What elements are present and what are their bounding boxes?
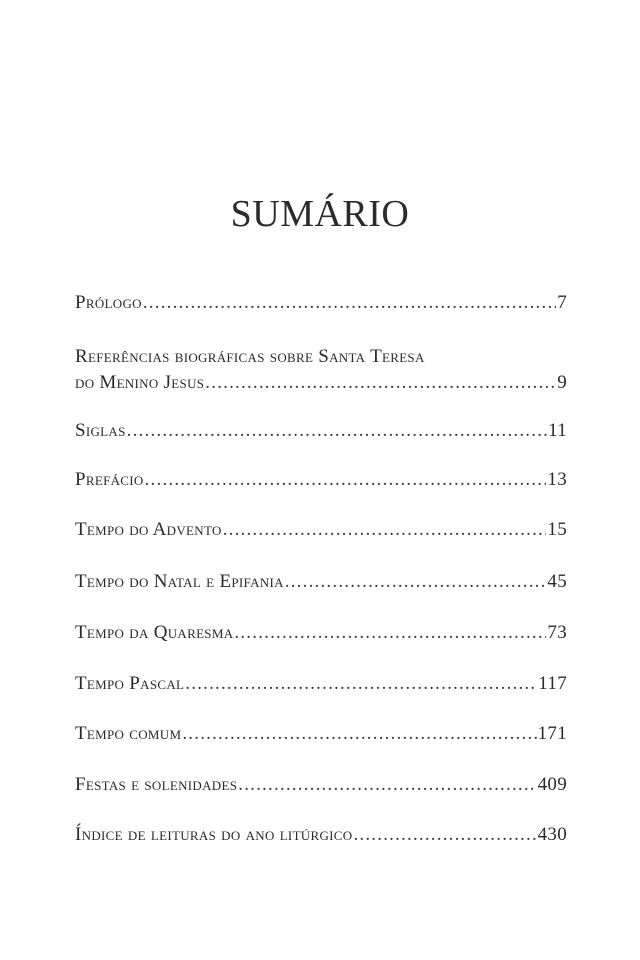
toc-entry-page: 430 (537, 824, 567, 845)
toc-entry-siglas[interactable] (75, 418, 567, 444)
toc-entry-page: 409 (537, 774, 567, 795)
toc-entry-page: 117 (538, 673, 567, 694)
toc-entry-label: Tempo comum (75, 723, 182, 744)
toc-entry-label: Tempo do Advento (75, 519, 222, 540)
toc-entry-comum[interactable] (75, 721, 567, 747)
toc-entry-natal[interactable] (75, 569, 567, 595)
toc-entry-quaresma[interactable] (75, 620, 567, 646)
toc-entry-label: Tempo do Natal e Epifania (75, 571, 284, 592)
toc-entry-label: Prólogo (75, 292, 142, 313)
toc-entry-label: Índice de leituras do ano litúrgico (75, 824, 353, 845)
toc-entry-page: 11 (548, 420, 567, 441)
dot-leader (285, 569, 547, 595)
toc-entry-page: 7 (557, 292, 567, 313)
toc-entry-label-line1: Referências biográficas sobre Santa Teresa (75, 346, 425, 367)
toc-entry-page: 45 (547, 571, 567, 592)
toc-entry-label: Tempo da Quaresma (75, 622, 234, 643)
toc-entry-page: 171 (537, 723, 567, 744)
dot-leader (353, 822, 536, 848)
dot-leader (145, 467, 547, 493)
toc-entry-advento[interactable] (75, 517, 567, 543)
toc-entry-festas[interactable] (75, 772, 567, 798)
toc-entry-referencias[interactable] (75, 344, 567, 396)
dot-leader (238, 772, 536, 798)
toc-entry-indice[interactable] (75, 822, 567, 848)
dot-leader (205, 370, 556, 396)
toc-entry-page: 73 (547, 622, 567, 643)
dot-leader (127, 418, 547, 444)
toc-entry-page: 9 (557, 372, 567, 393)
toc-entry-pascal[interactable] (75, 671, 567, 697)
toc-entry-label: do Menino Jesus (75, 372, 205, 393)
dot-leader (185, 671, 537, 697)
dot-leader (234, 620, 546, 646)
toc-entry-prologo[interactable] (75, 290, 567, 316)
toc-entry-label: Festas e solenidades (75, 774, 238, 795)
toc-entry-page: 15 (547, 519, 567, 540)
toc-entry-prefacio[interactable] (75, 467, 567, 493)
page-title: SUMÁRIO (230, 193, 410, 236)
toc-entry-page: 13 (547, 469, 567, 490)
dot-leader (182, 721, 536, 747)
dot-leader (223, 517, 547, 543)
toc-entry-label: Prefácio (75, 469, 144, 490)
toc-entry-label: Siglas (75, 420, 126, 441)
toc-entry-label: Tempo Pascal (75, 673, 185, 694)
dot-leader (143, 290, 556, 316)
